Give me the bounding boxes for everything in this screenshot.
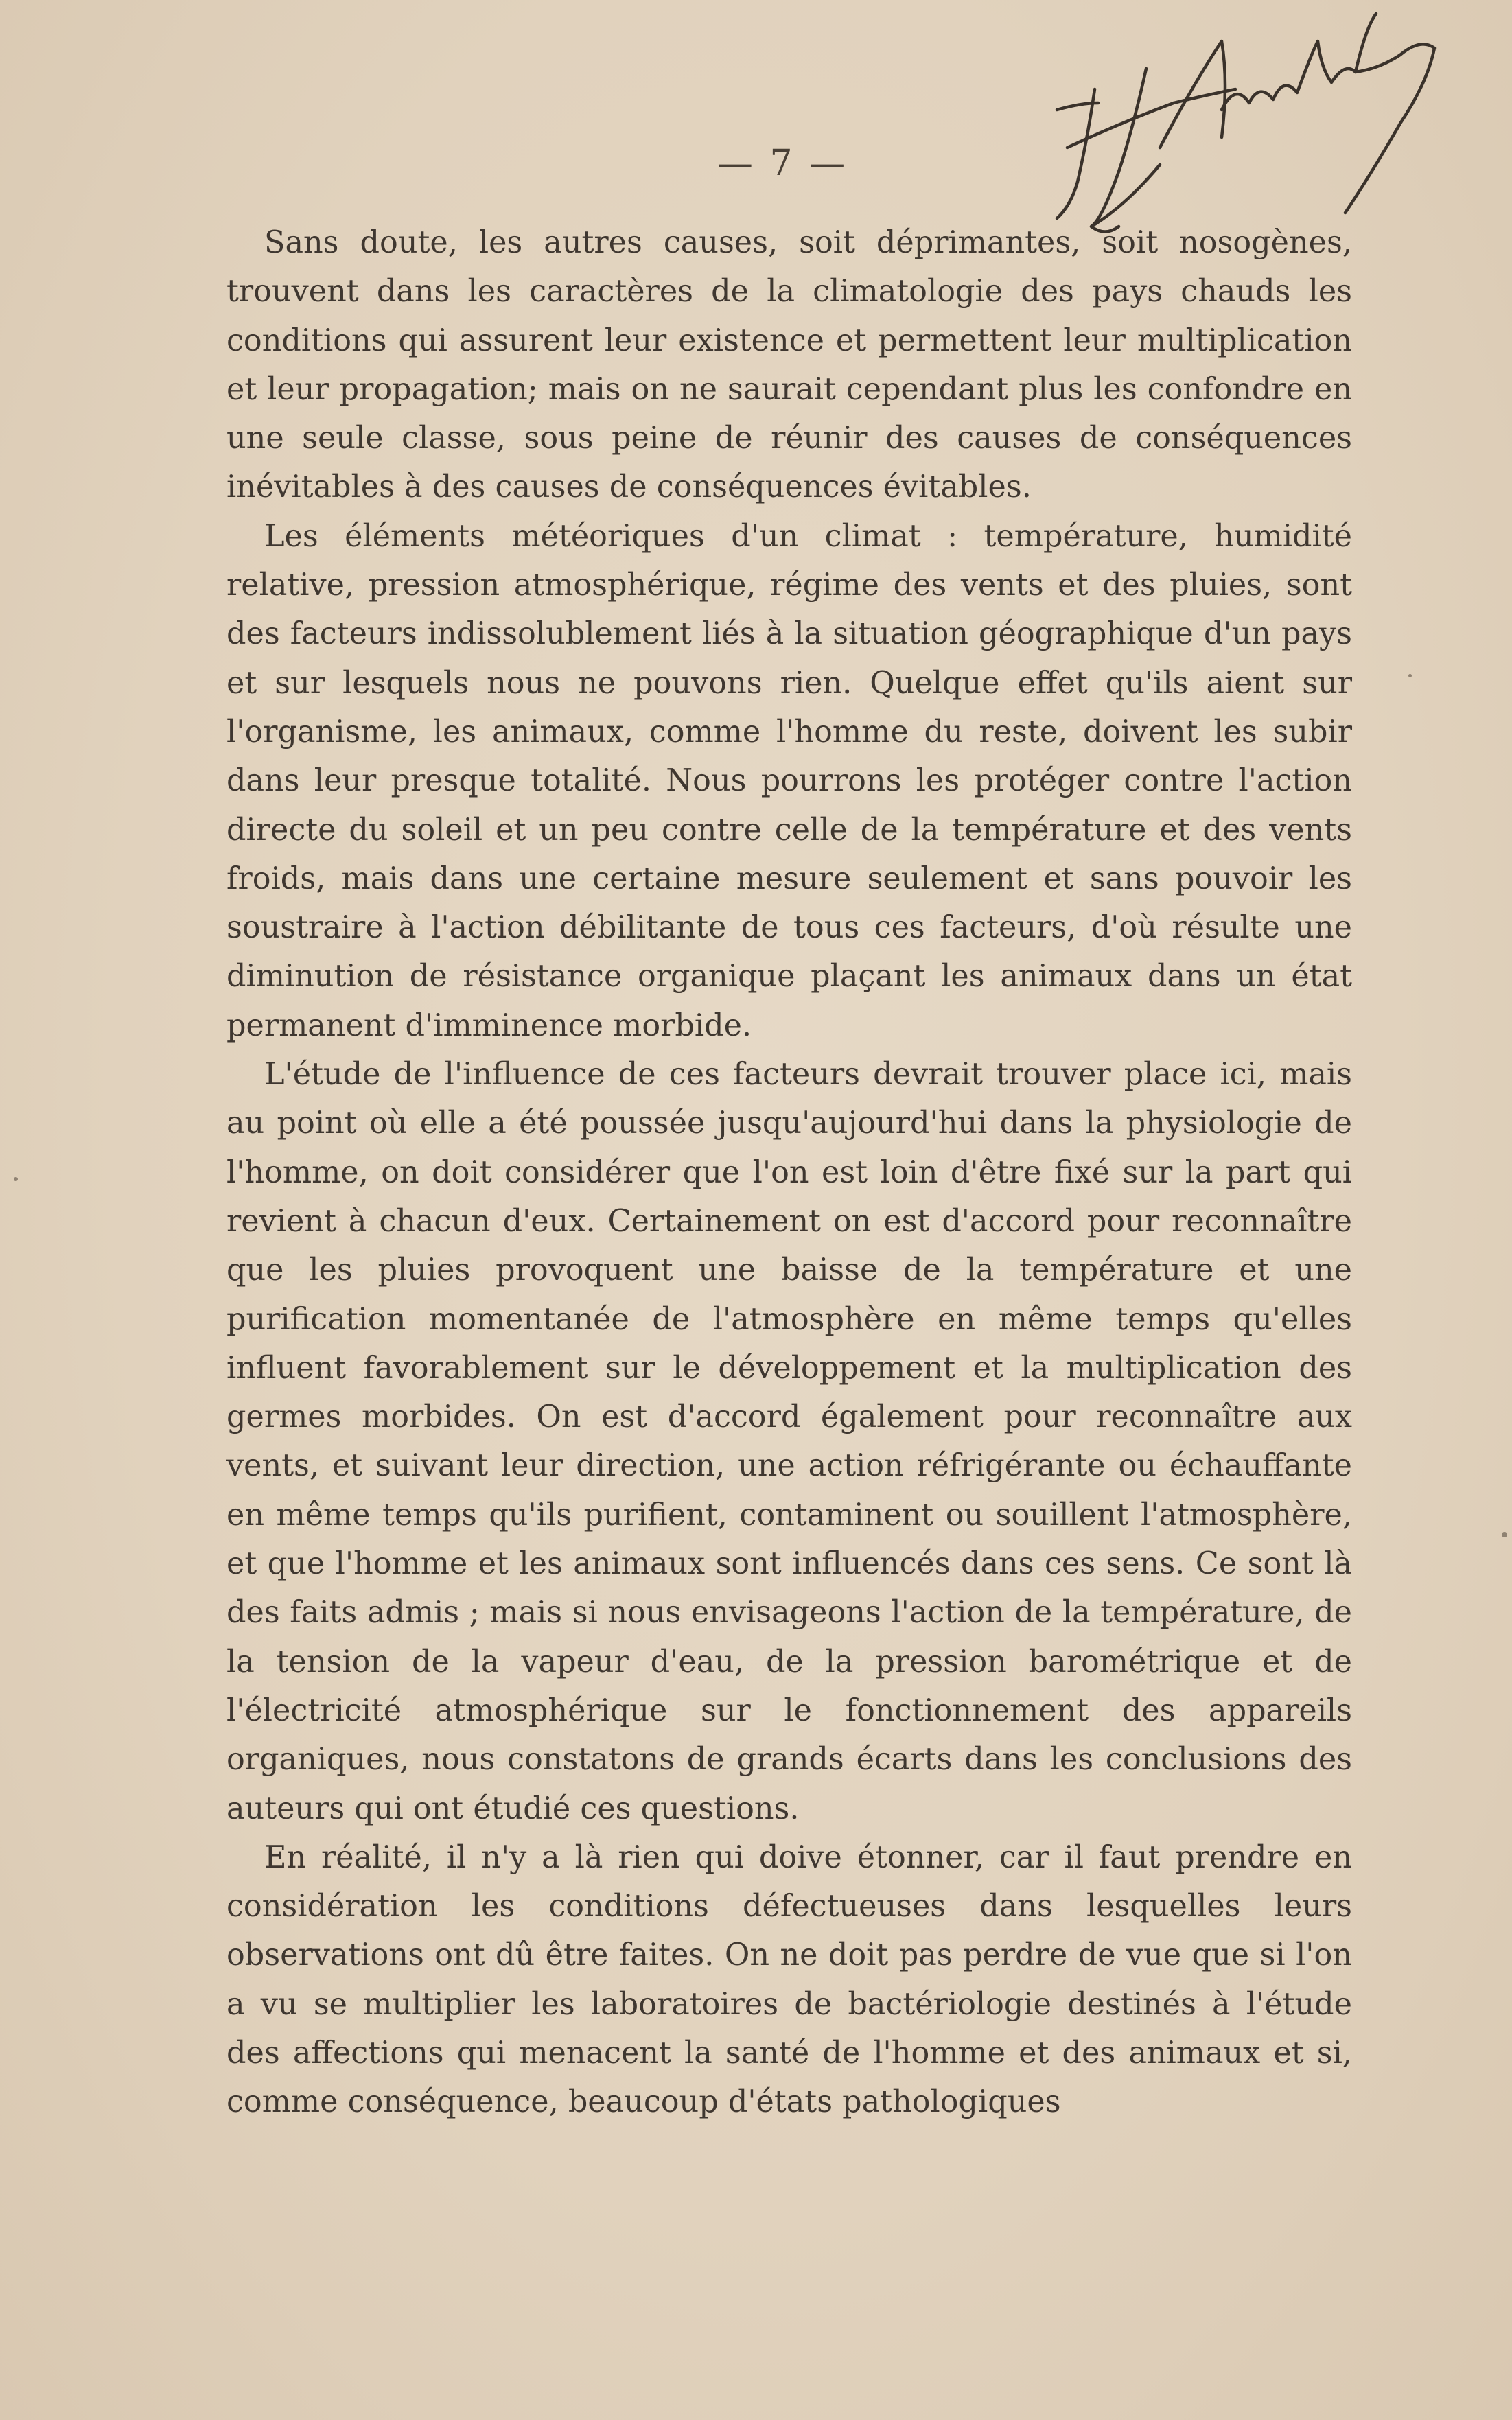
paragraph: Sans doute, les autres causes, soit déprimantes, soit nosogènes, trouvent dans les caractères de la climatologie des pays chauds les conditions qui assurent leur existence et permettent leur multiplication et leur propagation; mais on ne saurait cependant plus les confondre en une seule classe, sous peine de réunir des causes de conséquences inévitables à des causes de conséquences évitables.: [226, 225, 1352, 505]
paper-speck: [1408, 674, 1412, 677]
page-number: — 7 —: [717, 143, 848, 184]
paragraph: Les éléments météoriques d'un climat : température, humidité relative, pression atmosphérique, régime des vents et des pluies, sont des facteurs indissolublement liés à la situation géographique d'un pays et sur lesquels nous ne pouvons rien. Quelque effet qu'ils aient sur l'organisme, les animaux, comme l'homme du reste, doivent les subir dans leur presque totalité. Nous pourrons les protéger contre l'action directe du soleil et un peu contre celle de la température et des vents froids, mais dans une certaine mesure seulement et sans pouvoir les soustraire à l'action débilitante de tous ces facteurs, d'où résulte une diminution de résistance organique plaçant les animaux dans un état permanent d'imminence morbide.: [226, 518, 1352, 1043]
body-text: [226, 218, 1352, 2127]
paragraph: En réalité, il n'y a là rien qui doive étonner, car il faut prendre en considération les conditions défectueuses dans lesquelles leurs observations ont dû être faites. On ne doit pas perdre de vue que si l'on a vu se multiplier les laboratoires de bactériologie destinés à l'étude des affections qui menacent la santé de l'homme et des animaux et si, comme conséquence, beaucoup d'états pathologiques: [226, 1839, 1352, 2120]
paper-speck: [1502, 1532, 1507, 1537]
paper-speck: [14, 1177, 18, 1181]
paragraph: L'étude de l'influence de ces facteurs devrait trouver place ici, mais au point où elle a été poussée jusqu'aujourd'hui dans la physiologie de l'homme, on doit considérer que l'on est loin d'être fixé sur la part qui revient à chacun d'eux. Certainement on est d'accord pour reconnaître que les pluies provoquent une baisse de la température et une purification momentanée de l'atmosphère en même temps qu'elles influent favorablement sur le développement et la multiplication des germes morbides. On est d'accord également pour reconnaître aux vents, et suivant leur direction, une action réfrigérante ou échauffante en même temps qu'ils purifient, contaminent ou souillent l'atmosphère, et que l'homme et les animaux sont influencés dans ces sens. Ce sont là des faits admis ; mais si nous envisageons l'action de la température, de la tension de la vapeur d'eau, de la pression barométrique et de l'électricité atmosphérique sur le fonctionnement des appareils organiques, nous constatons de grands écarts dans les conclusions des auteurs qui ont étudié ces questions.: [226, 1057, 1352, 1826]
